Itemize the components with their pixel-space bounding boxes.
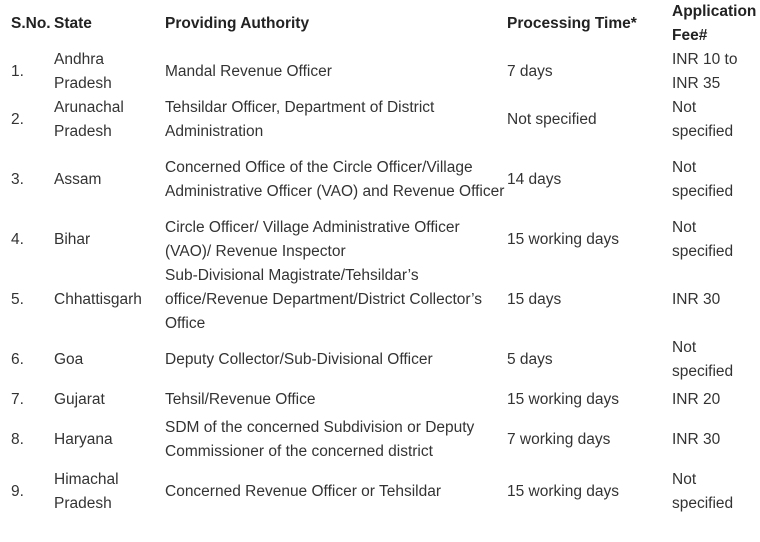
cell-sno: 3. bbox=[11, 171, 24, 188]
header-row bbox=[0, 0, 760, 48]
cell-time: 7 days bbox=[507, 63, 553, 80]
table-row bbox=[0, 264, 760, 336]
header-time: Processing Time* bbox=[507, 15, 637, 32]
cell-state: Himachal Pradesh bbox=[54, 471, 119, 512]
cell-time: 5 days bbox=[507, 351, 553, 368]
table-header bbox=[0, 0, 760, 48]
table-body bbox=[0, 48, 760, 520]
cell-time: 14 days bbox=[507, 171, 562, 188]
cell-sno: 8. bbox=[11, 431, 24, 448]
table-row bbox=[0, 416, 760, 464]
table-row bbox=[0, 464, 760, 520]
cell-time: 15 working days bbox=[507, 231, 620, 248]
cell-state: Arunachal Pradesh bbox=[54, 99, 124, 140]
cell-fee: INR 20 bbox=[672, 391, 721, 408]
cell-sno: 7. bbox=[11, 391, 24, 408]
cell-state: Gujarat bbox=[54, 391, 105, 408]
header-fee: Application Fee# bbox=[672, 3, 757, 44]
cell-authority: Sub-Divisional Magistrate/Tehsildar’s office/Revenue Department/District Collector’s Office bbox=[165, 267, 483, 332]
table-row bbox=[0, 384, 760, 416]
cell-state: Chhattisgarh bbox=[54, 291, 142, 308]
cell-time: 7 working days bbox=[507, 431, 611, 448]
cell-time: 15 working days bbox=[507, 483, 620, 500]
cell-fee: Not specified bbox=[672, 159, 734, 200]
header-sno: S.No. bbox=[11, 15, 51, 32]
cell-authority: Tehsil/Revenue Office bbox=[165, 391, 316, 408]
cell-fee: Not specified bbox=[672, 99, 734, 140]
header-authority: Providing Authority bbox=[165, 15, 310, 32]
cell-authority: Tehsildar Officer, Department of District Administration bbox=[165, 99, 435, 140]
cell-time: 15 days bbox=[507, 291, 562, 308]
cell-sno: 4. bbox=[11, 231, 24, 248]
table-row bbox=[0, 336, 760, 384]
table-row bbox=[0, 144, 760, 216]
cell-state: Haryana bbox=[54, 431, 113, 448]
cell-state: Andhra Pradesh bbox=[54, 51, 112, 92]
cell-authority: Concerned Office of the Circle Officer/Village Administrative Officer (VAO) and Revenue Officer bbox=[165, 159, 505, 200]
cell-sno: 5. bbox=[11, 291, 24, 308]
table-row bbox=[0, 48, 760, 96]
cell-time: Not specified bbox=[507, 111, 597, 128]
cell-state: Assam bbox=[54, 171, 102, 188]
cell-state: Goa bbox=[54, 351, 84, 368]
cell-authority: SDM of the concerned Subdivision or Deputy Commissioner of the concerned district bbox=[165, 419, 475, 460]
cell-sno: 2. bbox=[11, 111, 24, 128]
cell-authority: Deputy Collector/Sub-Divisional Officer bbox=[165, 351, 433, 368]
cell-state: Bihar bbox=[54, 231, 91, 248]
cell-fee: INR 10 to INR 35 bbox=[672, 51, 738, 92]
table-row bbox=[0, 216, 760, 264]
cell-authority: Concerned Revenue Officer or Tehsildar bbox=[165, 483, 441, 500]
cell-fee: Not specified bbox=[672, 471, 734, 512]
cell-sno: 1. bbox=[11, 63, 24, 80]
cell-authority: Mandal Revenue Officer bbox=[165, 63, 332, 80]
table-row bbox=[0, 96, 760, 144]
cell-authority: Circle Officer/ Village Administrative Officer (VAO)/ Revenue Inspector bbox=[165, 219, 460, 260]
cell-fee: Not specified bbox=[672, 219, 734, 260]
cell-time: 15 working days bbox=[507, 391, 620, 408]
cell-fee: Not specified bbox=[672, 339, 734, 380]
cell-fee: INR 30 bbox=[672, 291, 721, 308]
header-state: State bbox=[54, 15, 92, 32]
cell-sno: 6. bbox=[11, 351, 24, 368]
cell-sno: 9. bbox=[11, 483, 24, 500]
cell-fee: INR 30 bbox=[672, 431, 721, 448]
